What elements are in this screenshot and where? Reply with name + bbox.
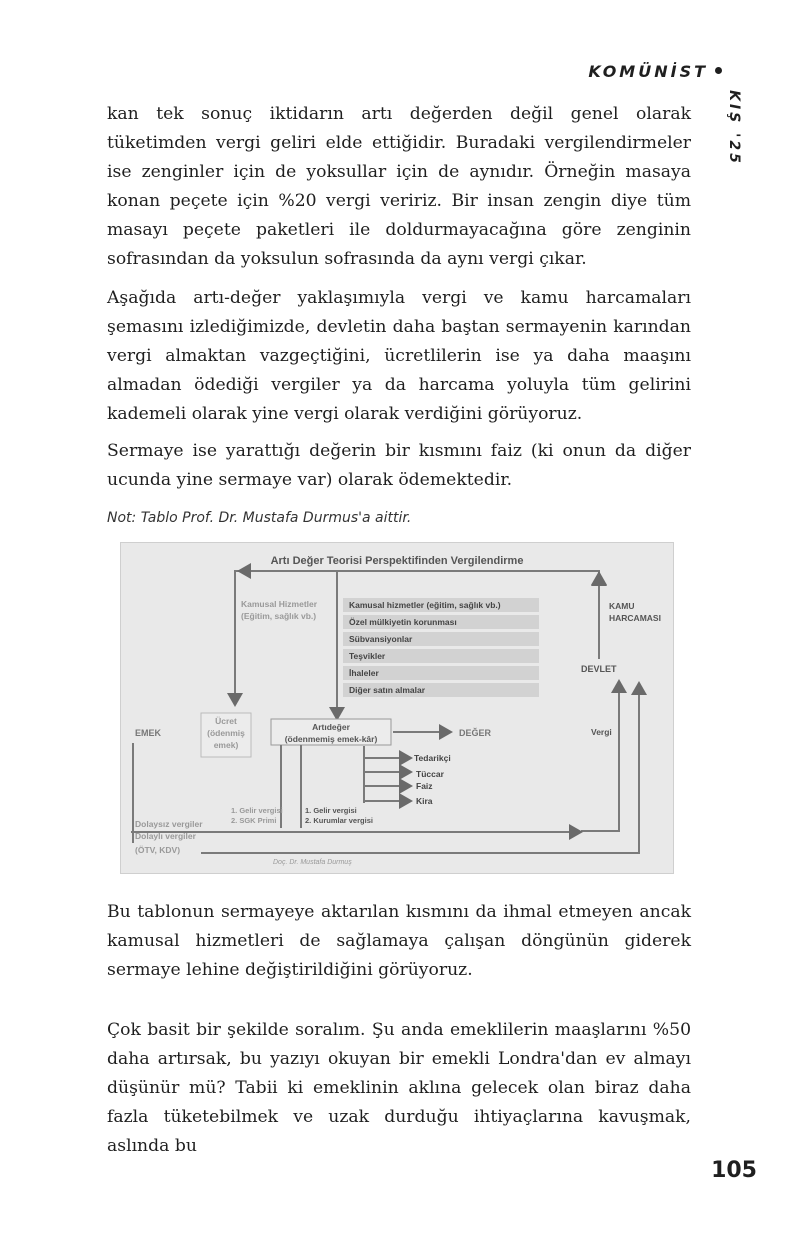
left-tax-1: 1. Gelir vergisi (231, 806, 283, 815)
taxation-diagram (120, 542, 674, 874)
diagram-credit: Doç. Dr. Mustafa Durmuş (273, 859, 352, 866)
item-6: Diğer satın almalar (349, 685, 426, 695)
figure-note: Not: Tablo Prof. Dr. Mustafa Durmus'a aittir. (107, 510, 412, 526)
bullet-dot (715, 67, 722, 74)
dolayli-sub: (ÖTV, KDV) (135, 845, 181, 855)
ucret-2: (ödenmiş (207, 728, 245, 738)
kamusal-left-sub: (Eğitim, sağlık vb.) (241, 611, 317, 621)
item-1: Kamusal hizmetler (eğitim, sağlık vb.) (349, 600, 501, 610)
ucret-3: emek) (213, 740, 239, 750)
faiz-label: Faiz (416, 781, 433, 791)
item-2: Özel mülkiyetin korunması (349, 617, 457, 627)
artideger-2: (ödenmemiş emek-kâr) (284, 734, 378, 744)
kamusal-left-label: Kamusal Hizmetler (241, 599, 318, 609)
emek-label: EMEK (135, 728, 162, 738)
artideger-1: Artıdeğer (312, 722, 350, 732)
right-tax-2: 2. Kurumlar vergisi (305, 816, 373, 825)
vergi-right-loop (581, 681, 619, 831)
paragraph-2: Aşağıda artı-değer yaklaşımıyla vergi ve kamu harcamaları şemasını izlediğimizde, devletin daha baştan sermayenin karından vergi almaktan vazgeçtiğini, ücretlilerin ise ya daha maaşını almadan ödediği vergiler ya da harcama yoluyla tüm gelirini kademeli olarak yine vergi olarak verdiğini görüyoruz. (107, 288, 691, 424)
dolayli-arrow (201, 683, 639, 853)
kamu-label: KAMU (609, 601, 635, 611)
harcamasi-label: HARCAMASI (609, 613, 661, 623)
deger-label: DEĞER (459, 728, 492, 738)
right-tax-1: 1. Gelir vergisi (305, 806, 357, 815)
left-tax-2: 2. SGK Primi (231, 816, 277, 825)
paragraph-5: Çok basit bir şekilde soralım. Şu anda emeklilerin maaşlarını %50 daha artırsak, bu yazıyı okuyan bir emekli Londra'dan ev almayı düşünür mü? Tabii ki emeklinin aklına gelecek olan biraz daha fazla tüketebilmek ve uzak durduğu ihtiyaçlarına kavuşmak, aslında bu (107, 1020, 691, 1156)
ucret-1: Ücret (215, 716, 237, 726)
paragraph-4: Bu tablonun sermayeye aktarılan kısmını da ihmal etmeyen ancak kamusal hizmetleri de sağlamaya çalışan döngünün giderek sermaye lehine değiştirildiğini görüyoruz. (107, 902, 691, 980)
paragraph-1: kan tek sonuç iktidarın artı değerden değil genel olarak tüketimden vergi geliri elde ettiğidir. Buradaki vergilendirmeler ise zenginler için de yoksullar için de aynıdır. Örneğin masaya konan peçete için %20 vergi veririz. Bir insan zengin diye tüm masayı peçete paketleri ile doldurmayacağına göre zenginin sofrasından da yoksulun sofrasında da aynı vergi çıkar. (107, 104, 691, 269)
devlet-label: DEVLET (581, 664, 617, 674)
diagram-title: Artı Değer Teorisi Perspektifinden Vergilendirme (270, 555, 524, 567)
page-number: 105 (711, 1158, 757, 1183)
paragraph-3: Sermaye ise yarattığı değerin bir kısmını faiz (ki onun da diğer ucunda yine sermaye var) olarak ödemektedir. (107, 441, 691, 490)
tedarikci-label: Tedarikçi (414, 753, 451, 763)
public-spending-items (343, 598, 539, 697)
publication-name: KOMÜNİST (588, 62, 708, 81)
issue-text: KIŞ '25 (726, 90, 742, 166)
dolaysiz-label: Dolaysız vergiler (135, 819, 203, 829)
tuccar-label: Tüccar (416, 769, 444, 779)
dolayli-label: Dolaylı vergiler (135, 831, 196, 841)
item-3: Sübvansiyonlar (349, 634, 413, 644)
vergi-label: Vergi (591, 727, 612, 737)
kira-label: Kira (416, 796, 433, 806)
item-5: İhaleler (349, 668, 379, 678)
item-4: Teşvikler (349, 651, 386, 661)
issue-label (722, 92, 746, 172)
